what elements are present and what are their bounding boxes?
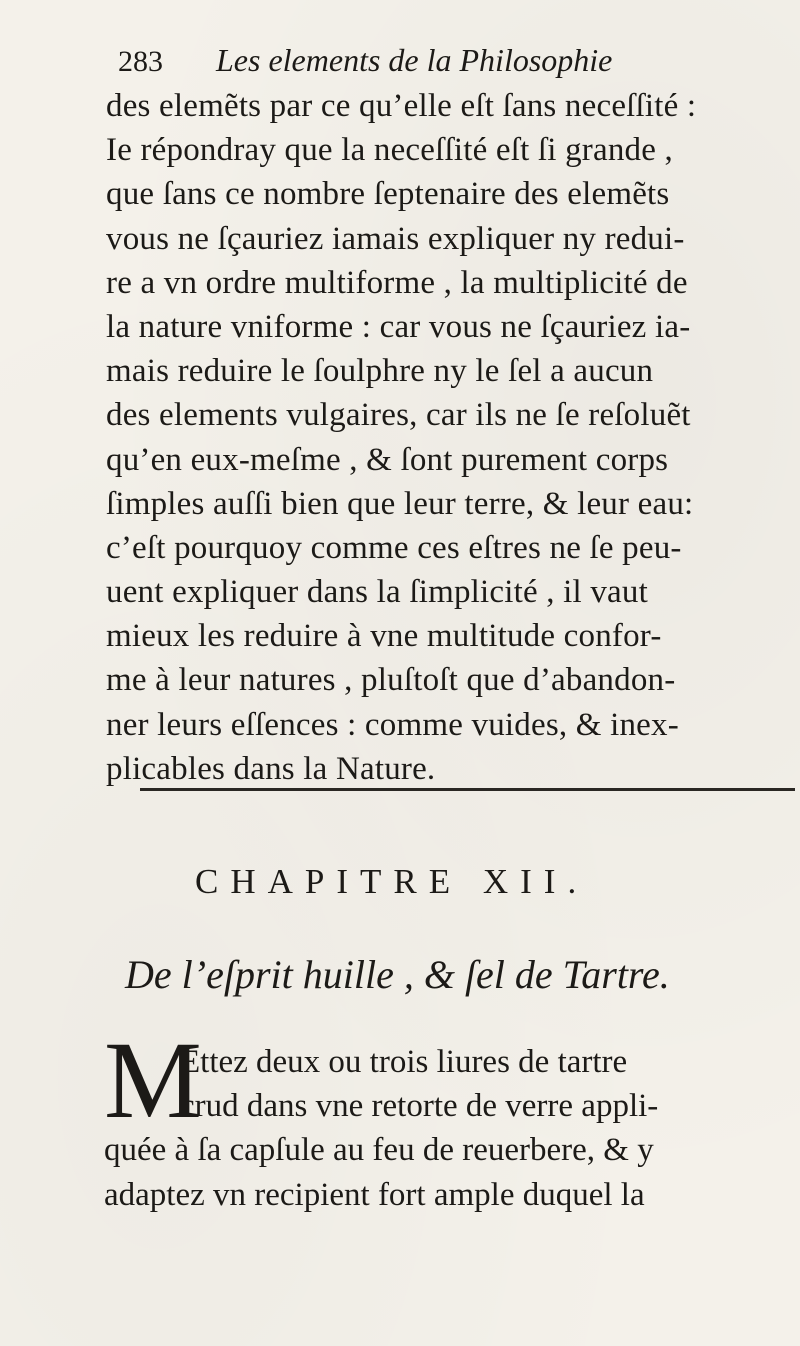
text-line: ner leurs eſſences : comme vuides, & inex- (106, 706, 679, 743)
text-line: la nature vniforme : car vous ne ſçauriez ia- (106, 308, 691, 345)
text-line: qu’en eux-meſme , & ſont purement corps (106, 441, 669, 478)
chapter-heading: CHAPITRE XII. (195, 862, 589, 901)
text-line: adaptez vn recipient fort ample duquel la (104, 1176, 645, 1213)
text-line: re a vn ordre multiforme , la multiplicité de (106, 264, 688, 301)
text-line: Ie répondray que la neceſſité eſt ſi grande , (106, 132, 673, 169)
text-line: Ettez deux ou trois liures de tartre (180, 1044, 628, 1080)
text-line: que ſans ce nombre ſeptenaire des elemẽts (106, 176, 670, 213)
chapter-subtitle: De l’eſprit huille , & ſel de Tartre. (125, 952, 670, 997)
text-line: vous ne ſçauriez iamais expliquer ny redui- (106, 220, 685, 257)
running-head (118, 40, 718, 80)
text-line: crud dans vne retorte de verre appli- (180, 1088, 659, 1125)
text-line: mieux les reduire à vne multitude confor- (106, 618, 662, 655)
text-line: me à leur natures , pluſtoſt que d’abandon- (106, 662, 676, 699)
drop-cap: M (104, 1019, 202, 1141)
text-line: mais reduire le ſoulphre ny le ſel a aucun (106, 353, 654, 390)
text-line: des elemẽts par ce qu’elle eſt ſans neceſſité : (106, 88, 697, 124)
paragraph-1 (106, 84, 791, 791)
running-title: Les elements de la Philosophie (216, 42, 613, 78)
text-line: ſimples auſſi bien que leur terre, & leur eau: (106, 485, 694, 522)
text-line: uent expliquer dans la ſimplicité , il vaut (106, 574, 648, 611)
text-line: quée à ſa capſule au feu de reuerbere, & y (104, 1132, 654, 1169)
section-divider (140, 788, 795, 791)
paragraph-2 (104, 1019, 794, 1217)
page-number: 283 (118, 45, 163, 78)
text-line: plicables dans la Nature. (106, 750, 436, 787)
text-line: des elements vulgaires, car ils ne ſe reſoluẽt (106, 397, 691, 434)
text-line: c’eſt pourquoy comme ces eſtres ne ſe peu- (106, 529, 682, 566)
